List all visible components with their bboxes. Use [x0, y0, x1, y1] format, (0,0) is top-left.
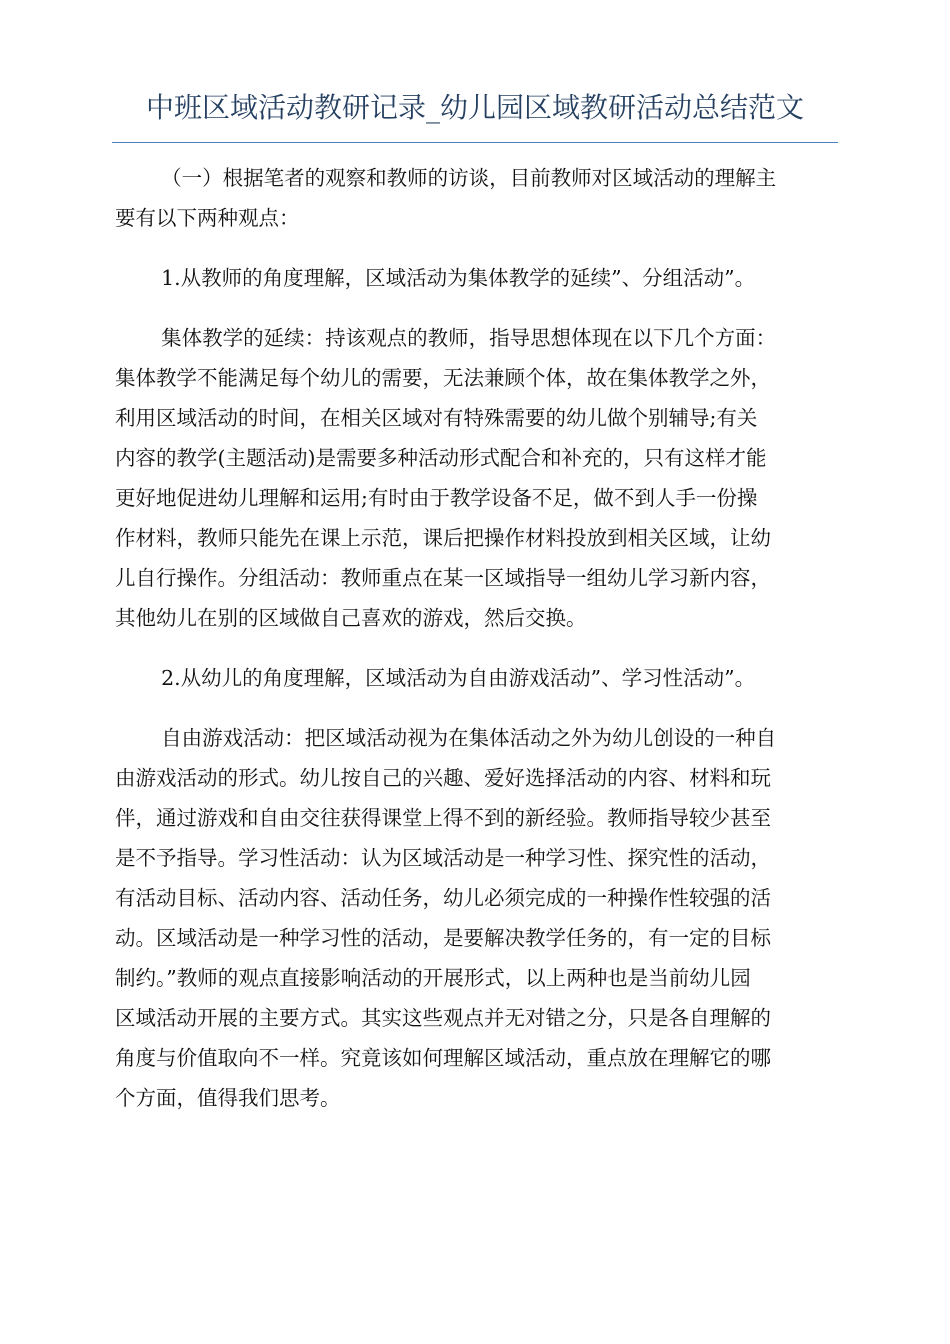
text-line: 集体教学的延续：持该观点的教师，指导思想体现在以下几个方面：	[161, 326, 777, 350]
paragraph-teacher-view-detail	[115, 318, 835, 638]
text-line: 2.从幼儿的角度理解，区域活动为自由游戏活动”、学习性活动”。	[161, 666, 756, 690]
text-line: 更好地促进幼儿理解和运用;有时由于教学设备不足，做不到人手一份操	[115, 486, 758, 510]
title-underline	[112, 142, 838, 143]
text-line: 集体教学不能满足每个幼儿的需要，无法兼顾个体，故在集体教学之外，	[115, 366, 771, 390]
paragraph-views-intro	[115, 158, 835, 238]
text-line: 角度与价值取向不一样。究竟该如何理解区域活动，重点放在理解它的哪	[115, 1046, 771, 1070]
text-line: 由游戏活动的形式。幼儿按自己的兴趣、爱好选择活动的内容、材料和玩	[115, 766, 771, 790]
text-line: 个方面，值得我们思考。	[115, 1086, 341, 1110]
paragraph-child-view-detail	[115, 718, 835, 1118]
document-title: 中班区域活动教研记录_幼儿园区域教研活动总结范文	[145, 91, 804, 124]
text-line: 伴，通过游戏和自由交往获得课堂上得不到的新经验。教师指导较少甚至	[115, 806, 771, 830]
text-line: 动。区域活动是一种学习性的活动，是要解决教学任务的，有一定的目标	[115, 926, 771, 950]
text-line: 有活动目标、活动内容、活动任务，幼儿必须完成的一种操作性较强的活	[115, 886, 771, 910]
text-line: 1.从教师的角度理解，区域活动为集体教学的延续”、分组活动”。	[161, 266, 756, 290]
text-line: 利用区域活动的时间，在相关区域对有特殊需要的幼儿做个别辅导;有关	[115, 406, 758, 430]
text-line: 制约。”教师的观点直接影响活动的开展形式，以上两种也是当前幼儿园	[115, 966, 751, 990]
text-line: 作材料，教师只能先在课上示范，课后把操作材料投放到相关区域，让幼	[115, 526, 771, 550]
text-line: 内容的教学(主题活动)是需要多种活动形式配合和补充的，只有这样才能	[115, 446, 767, 470]
paragraph-teacher-view-heading	[115, 258, 835, 298]
document-body	[115, 158, 835, 1138]
text-line: 是不予指导。学习性活动：认为区域活动是一种学习性、探究性的活动，	[115, 846, 771, 870]
paragraph-child-view-heading	[115, 658, 835, 698]
text-line: 自由游戏活动：把区域活动视为在集体活动之外为幼儿创设的一种自	[161, 726, 777, 750]
text-line: 区域活动开展的主要方式。其实这些观点并无对错之分，只是各自理解的	[115, 1006, 771, 1030]
text-line: 儿自行操作。分组活动：教师重点在某一区域指导一组幼儿学习新内容，	[115, 566, 771, 590]
text-line: （一）根据笔者的观察和教师的访谈，目前教师对区域活动的理解主	[161, 166, 777, 190]
text-line: 其他幼儿在别的区域做自己喜欢的游戏，然后交换。	[115, 606, 587, 630]
text-line: 要有以下两种观点：	[115, 206, 300, 230]
